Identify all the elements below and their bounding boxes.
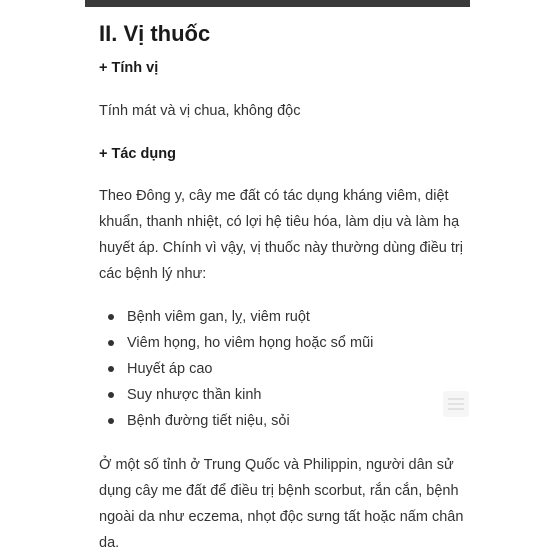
list-item [99, 356, 469, 382]
list-item [99, 382, 469, 408]
condition-text: Bệnh đường tiết niệu, sỏi [127, 413, 290, 429]
list-item [99, 330, 469, 356]
bullet-icon [108, 314, 114, 320]
condition-text: Viêm họng, ho viêm họng hoặc sổ mũi [127, 335, 374, 351]
list-item [99, 304, 469, 330]
floating-menu-button[interactable] [443, 391, 469, 417]
list-item [99, 408, 469, 434]
bullet-icon [108, 392, 114, 398]
top-header-bar [85, 0, 470, 7]
menu-lines-icon [448, 397, 464, 411]
usage-text: Ở một số tỉnh ở Trung Quốc và Philippin, người dân sử dụng cây me đất để điều trị bệnh scorbut, rắn cắn, bệnh ngoài da như eczema, nhọt độc sưng tất hoặc nấm chân da. [99, 457, 464, 551]
effect-heading: + Tác dụng [99, 146, 176, 162]
condition-text: Bệnh viêm gan, lỵ, viêm ruột [127, 309, 310, 325]
condition-list [99, 304, 469, 434]
condition-text: Suy nhược thần kinh [127, 387, 262, 403]
section-title: II. Vị thuốc [99, 21, 211, 46]
bullet-icon [108, 366, 114, 372]
taste-heading: + Tính vị [99, 60, 159, 76]
bullet-icon [108, 340, 114, 346]
taste-text: Tính mát và vị chua, không độc [99, 103, 301, 119]
condition-text: Huyết áp cao [127, 361, 213, 377]
article-content [99, 18, 469, 555]
bullet-icon [108, 418, 114, 424]
effect-text: Theo Đông y, cây me đất có tác dụng kháng viêm, diệt khuẩn, thanh nhiệt, có lợi hệ tiêu hóa, làm dịu và làm hạ huyết áp. Chính vì vậy, vị thuốc này thường dùng điều trị các bệnh lý như: [99, 188, 463, 282]
